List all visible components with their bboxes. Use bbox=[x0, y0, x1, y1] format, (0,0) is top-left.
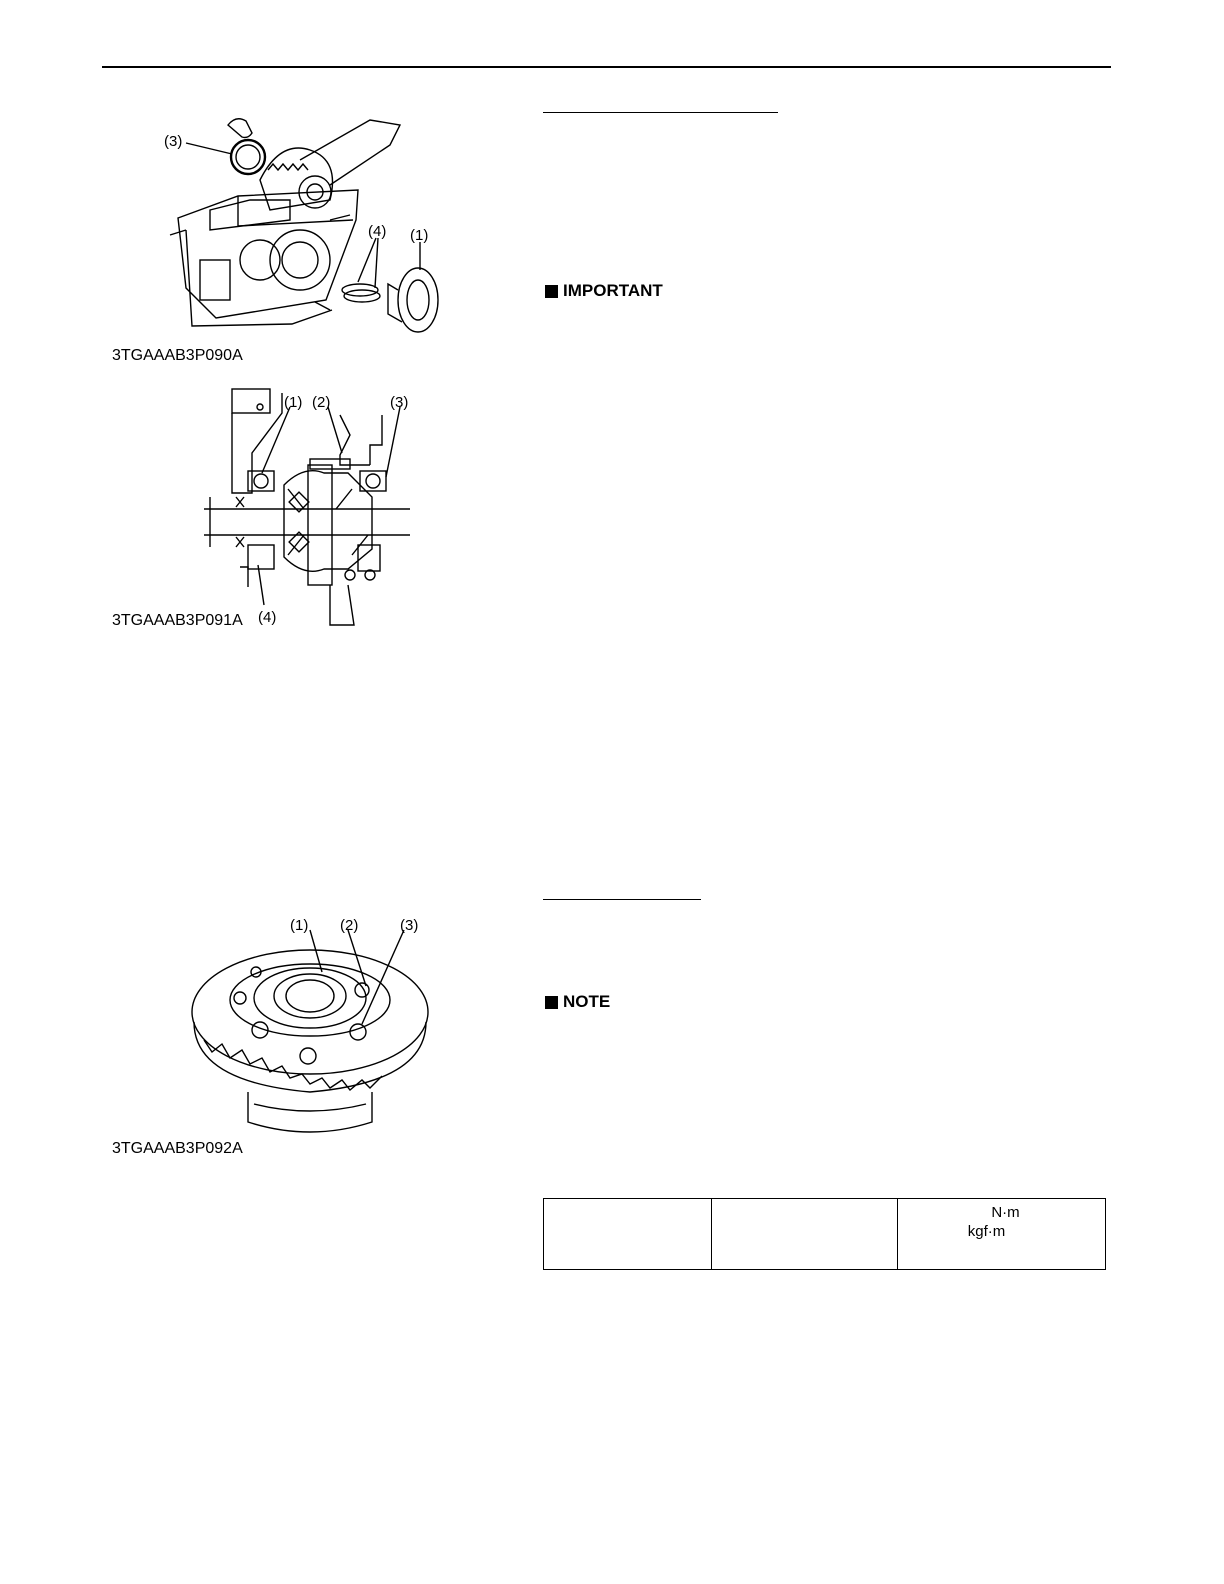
unit-kgfm: kgf·m bbox=[967, 1223, 1006, 1240]
figure-caption-2: 3TGAAAB3P091A bbox=[112, 612, 243, 629]
section-title-underline-2 bbox=[543, 899, 701, 900]
fig3-label-2: (2) bbox=[340, 917, 359, 934]
note-square-icon bbox=[545, 996, 558, 1009]
table-cell-unit bbox=[898, 1199, 1106, 1270]
fig2-label-4: (4) bbox=[258, 609, 277, 626]
page-top-rule bbox=[102, 66, 1111, 68]
fig3-label-3: (3) bbox=[400, 917, 419, 934]
fig2-label-1: (1) bbox=[284, 394, 303, 411]
figure-ring-gear-assembly bbox=[190, 912, 430, 1142]
important-label: IMPORTANT bbox=[563, 281, 663, 300]
note-label: NOTE bbox=[563, 992, 611, 1011]
table-cell-item bbox=[544, 1199, 712, 1270]
important-heading bbox=[545, 281, 663, 301]
fig1-label-3: (3) bbox=[164, 133, 183, 150]
fig1-label-1: (1) bbox=[410, 227, 429, 244]
tightening-torque-table bbox=[543, 1198, 1106, 1270]
fig2-label-3: (3) bbox=[390, 394, 409, 411]
figure-case-bearing-removal bbox=[150, 110, 450, 350]
important-square-icon bbox=[545, 285, 558, 298]
section-title-underline-1 bbox=[543, 112, 778, 113]
figure-caption-1: 3TGAAAB3P090A bbox=[112, 347, 243, 364]
table-cell-part bbox=[712, 1199, 898, 1270]
unit-nm: N·m bbox=[991, 1204, 1020, 1221]
fig3-label-1: (1) bbox=[290, 917, 309, 934]
figure-differential-cross-section bbox=[200, 385, 430, 630]
fig2-label-2: (2) bbox=[312, 394, 331, 411]
table-row bbox=[544, 1199, 1106, 1270]
figure-caption-3: 3TGAAAB3P092A bbox=[112, 1140, 243, 1157]
note-heading bbox=[545, 992, 610, 1012]
fig1-label-4: (4) bbox=[368, 223, 387, 240]
